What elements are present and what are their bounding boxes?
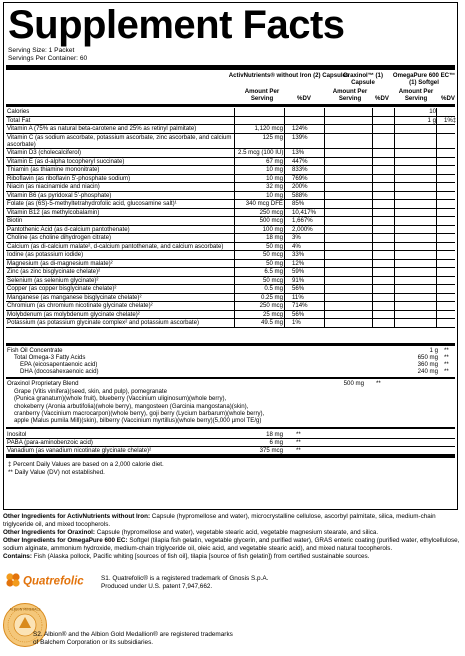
nutrient-row [6, 268, 455, 277]
amount-per-serving: 250 mcg [259, 208, 283, 216]
percent-daily-value: 2,000% [292, 225, 313, 233]
column-divider [324, 108, 325, 328]
other-ingredients-paragraph: Other Ingredients for OmegaPure 600 EC: Softgel (tilapia fish gelatin, vegetable glycerin, and purified water), GRAS enteric coating (purified water, ethylcellulose, sodium alginate, ammonium hydroxide, medium-chain triglyceride oil, oleic acid, and vegetable stearic acid), and mixed natural tocopherols. [3, 537, 460, 552]
percent-daily-value: 91% [292, 276, 305, 284]
amount-per-serving: 50 mg [266, 242, 283, 250]
serving-size: Serving Size: 1 Packet [8, 47, 75, 54]
nutrient-name: Zinc (as zinc bisglycinate chelate)² [7, 268, 101, 276]
nutrient-row [6, 149, 455, 158]
nutrient-row [6, 117, 455, 126]
dv-header-1: %DV [297, 95, 311, 102]
percent-daily-value: 33% [292, 251, 305, 259]
percent-daily-value: 1%‡ [444, 116, 457, 124]
thick-rule [6, 343, 455, 346]
amount-header-2: Amount Per Serving [332, 88, 368, 102]
amount-per-serving: 18 mg [266, 234, 283, 242]
dv-header-3: %DV [441, 95, 455, 102]
nutrient-name: Folate (as (6S)-5-methyltetrahydrofolic acid, glucosamine salt)¹ [7, 200, 177, 208]
amount-per-serving: 100 mg [262, 225, 283, 233]
amount-per-serving: 67 mg [266, 157, 283, 165]
percent-daily-value: 447% [292, 157, 308, 165]
percent-daily-value: 769% [292, 174, 308, 182]
servings-per-container: Servings Per Container: 60 [8, 55, 88, 62]
nutrient-name: Chromium (as chromium nicotinate glycinate chelate)² [7, 302, 153, 310]
nutrient-name: Calories [7, 108, 30, 115]
extra-ingredient-row: PABA (para-aminobenzoic acid) 6 mg ** [6, 439, 455, 447]
other-ingredients-paragraph: Contains: Fish (Alaska pollock, Pacific whiting [sources of fish oil], tilapia [source of fish gelatin]) from certified sustainable sources. [3, 553, 370, 560]
nutrient-name: Total Fat [7, 116, 31, 124]
nutrient-row [6, 192, 455, 201]
nutrient-row [6, 125, 455, 134]
page-title: Supplement Facts [8, 3, 345, 47]
percent-daily-value: 12% [292, 259, 305, 267]
nutrient-row [6, 243, 455, 252]
nutrient-row [6, 175, 455, 184]
quatrefolic-brand: Quatrefolic [23, 575, 84, 588]
dv-header-2: %DV [375, 95, 389, 102]
nutrient-name: Niacin (as niacinamide and niacin) [7, 183, 100, 191]
percent-daily-value: 56% [292, 285, 305, 293]
thick-rule [6, 104, 455, 107]
percent-daily-value: 200% [292, 183, 308, 191]
percent-daily-value: 56% [292, 310, 305, 318]
amount-per-serving: 50 mg [266, 259, 283, 267]
quatrefolic-logo [4, 571, 86, 589]
nutrient-name: Manganese (as manganese bisglycinate chelate)² [7, 293, 142, 301]
nutrient-name: Riboflavin (as riboflavin 5'-phosphate sodium) [7, 174, 131, 182]
column-divider [234, 108, 235, 328]
nutrient-row [6, 166, 455, 175]
nutrient-row [6, 217, 455, 226]
clover-icon [6, 573, 19, 586]
albion-trademark-text: S2. Albion® and the Albion Gold Medallion® are registered trademarks of Balchem Corporation or its subsidiaries. [33, 631, 233, 646]
percent-daily-value: 1,667% [292, 217, 313, 225]
nutrient-name: Magnesium (as di-magnesium malate)² [7, 259, 113, 267]
nutrient-row [6, 234, 455, 243]
nutrient-name: Calcium (as di-calcium malate², d-calcium pantothenate, and calcium ascorbate) [7, 242, 224, 250]
nutrient-name: Biotin [7, 217, 23, 225]
nutrient-name: Potassium (as potassium glycinate complex² and potassium ascorbate) [7, 319, 200, 327]
column-divider [394, 108, 395, 328]
amount-per-serving: 10 mg [266, 174, 283, 182]
nutrient-row [6, 302, 455, 311]
percent-daily-value: 139% [292, 133, 308, 141]
amount-per-serving: 2.5 mcg (100 IU) [238, 149, 284, 157]
amount-per-serving: 1,120 mcg [254, 125, 283, 132]
percent-daily-value: 833% [292, 166, 308, 174]
percent-daily-value: 85% [292, 200, 305, 208]
amount-per-serving: 1 g [427, 116, 436, 124]
nutrient-name: Copper (as copper bisglycinate chelate)² [7, 285, 117, 293]
column-header-oraxinol: Oraxinol™ (1) Capsule [343, 72, 383, 86]
nutrient-name: Vitamin D3 (cholecalciferol) [7, 149, 82, 157]
column-divider [372, 108, 373, 328]
amount-per-serving: 32 mg [266, 183, 283, 191]
nutrient-name: Vitamin E (as d-alpha tocopheryl succinate) [7, 157, 125, 165]
percent-daily-value: 10,417% [292, 208, 317, 216]
extra-ingredient-row: Vanadium (as vanadium nicotinate glycinate chelate)² 375 mcg ** [6, 447, 455, 455]
nutrient-name: Molybdenum (as molybdenum glycinate chelate)² [7, 310, 140, 318]
nutrient-name: Choline (as choline dihydrogen citrate) [7, 234, 111, 242]
amount-per-serving: 50 mcg [263, 251, 283, 259]
column-header-omegapure: OmegaPure 600 EC™ (1) Softgel [392, 72, 456, 86]
amount-per-serving: 49.5 mg [260, 319, 283, 327]
supplement-facts-panel: Supplement Facts Serving Size: 1 Packet Servings Per Container: 60 ActivNutrients® without Iron (2) Capsules Oraxinol™ (1) Capsule OmegaPure 600 EC™ (1) Softgel Amount Per Serving %DV Amount Per Serving %DV Amount Per Serving %DV Calories 10 Total Fat 1 g 1%‡ Vitamin A (75% as natural beta-carotene and 25% as retinyl palmitate) 1,120 mcg 124% Vitamin C (as sodium ascorbate, potassium ascorbate, zinc ascorbate, and calcium ascorbate) 125 mg 139% Vitamin D3 (cholecalciferol) 2.5 mcg (100 IU) 13% Vitamin E (as d-alpha tocopheryl succinate) 67 mg 447% Thiamin (as thiamine mononitrate) 10 mg 833% Riboflavin (as riboflavin 5'-phosphate sodium) 10 mg 769% Niacin (as niacinamide and niacin) 32 mg 200% Vitamin B6 (as pyridoxal 5'-phosphate) 10 mg 588% Folate (as (6S)-5-methyltetrahydrofolic acid, glucosamine salt)¹ 340 mcg DFE 85% Vitamin B12 (as methylcobalamin) 250 mcg 10,417% Biotin 500 mcg 1,667% Pantothenic Acid (as d-calcium pantothenate) 100 mg 2,000% Choline (as choline dihydrogen citrate) 18 mg 3% Calcium (as di-calcium malate², d-calcium pantothenate, and calcium ascorbate) 50 mg 4% Iodine (as potassium iodide) 50 mcg 33% Magnesium (as di-magnesium malate)² 50 mg 12% Zinc (as zinc bisglycinate chelate)² 6.5 mg 59% Selenium (as selenium glycinate)² 50 mcg 91% Copper (as copper bisglycinate chelate)² 0.5 mg 56% Manganese (as manganese bisglycinate chelate)² 0.25 mg 11% Chromium (as chromium nicotinate glycinate chelate)² 250 mcg 714% Molybdenum (as molybdenum glycinate chelate)² 25 mcg 56% Potassium (as potassium glycinate complex² and potassium ascorbate) 49.5 mg 1% Fish Oil Concentrate 1 g ** Total Omega-3 Fatty Acids 650 mg ** EPA (eicosapentaenoic acid) 360 mg ** DHA (docosahexaenoic acid) 240 mg ** Oraxinol Proprietary Blend 500 mg ** Grape (Vitis vinifera)(seed, skin, and pulp), pomegranate (Punica granatum)(whole fruit), blueberry (Vaccinium uliginosum)(whole berry), chokeberry (Aronia arbutifolia)(whole berry), mangosteen (Garcinia mangostana)(skin), cranberry (Vaccinium macrocarpon)(whole berry), goji berry (Lycium barbarum)(whole berry), apple (Malus pumila Mill)(skin), bilberry (Vaccinium myrtillus)(whole berry)(5,000 µmol TE/g) Inositol 18 mg ** PABA (para-aminobenzoic acid) 6 mg ** Vanadium (as vanadium nicotinate glycinate chelate)² 375 mcg ** ‡ Percent Daily Values are based on a 2,000 calorie diet. ** Daily Value (DV) not established. [3, 2, 458, 510]
nutrient-name: Iodine (as potassium iodide) [7, 251, 84, 259]
percent-daily-value: 11% [292, 293, 304, 301]
amount-per-serving: 50 mcg [263, 276, 283, 284]
percent-daily-value: 1% [292, 319, 301, 327]
nutrient-row [6, 294, 455, 303]
percent-daily-value: 3% [292, 234, 301, 242]
footnote-dv-not-established: ** Daily Value (DV) not established. [8, 469, 105, 476]
percent-daily-value: 13% [292, 149, 305, 157]
nutrient-row [6, 209, 455, 218]
amount-per-serving: 0.5 mg [264, 285, 283, 293]
nutrient-row [6, 108, 455, 117]
other-ingredients-paragraph: Other Ingredients for Oraxinol: Capsule (hypromellose and water), vegetable stearic acid, vegetable magnesium stearate, and silica. [3, 529, 379, 536]
footnote-percent-dv: ‡ Percent Daily Values are based on a 2,000 calorie diet. [8, 461, 164, 468]
extra-ingredient-row: Inositol 18 mg ** [6, 431, 455, 439]
other-ingredients-paragraph: Other Ingredients for ActivNutrients without Iron: Capsule (hypromellose and water), microcrystalline cellulose, ascorbyl palmitate, silica, medium-chain triglyceride oil, and mixed tocopherols. [3, 513, 436, 528]
nutrient-row [6, 183, 455, 192]
amount-per-serving: 25 mcg [263, 310, 283, 318]
nutrient-name: Vitamin B12 (as methylcobalamin) [7, 208, 100, 216]
nutrient-name: Selenium (as selenium glycinate)² [7, 276, 99, 284]
nutrient-row [6, 134, 455, 150]
nutrient-row [6, 226, 455, 235]
nutrient-row [6, 251, 455, 260]
amount-per-serving: 125 mg [262, 133, 283, 141]
nutrient-name: Pantothenic Acid (as d-calcium pantothenate) [7, 225, 130, 233]
percent-daily-value: 124% [292, 125, 308, 132]
nutrient-name: Thiamin (as thiamine mononitrate) [7, 166, 100, 174]
nutrient-row [6, 200, 455, 209]
row-divider [6, 327, 455, 328]
percent-daily-value: 588% [292, 191, 308, 199]
amount-header-1: Amount Per Serving [244, 88, 280, 102]
nutrient-row [6, 158, 455, 167]
amount-per-serving: 250 mcg [259, 302, 283, 310]
percent-daily-value: 4% [292, 242, 301, 250]
column-divider [436, 108, 437, 328]
amount-per-serving: 0.25 mg [260, 293, 283, 301]
percent-daily-value: 714% [292, 302, 308, 310]
amount-header-3: Amount Per Serving [398, 88, 434, 102]
amount-per-serving: 500 mcg [259, 217, 283, 225]
nutrient-name: Vitamin A (75% as natural beta-carotene and 25% as retinyl palmitate) [7, 125, 197, 132]
column-header-activnutrients: ActivNutrients® without Iron (2) Capsules [228, 72, 350, 79]
percent-daily-value: 59% [292, 268, 305, 276]
amount-per-serving: 340 mcg DFE [245, 200, 283, 208]
nutrient-name: Vitamin C (as sodium ascorbate, potassium ascorbate, zinc ascorbate, and calcium ascorbate) [7, 133, 232, 148]
thick-rule [6, 377, 455, 379]
amount-per-serving: 10 mg [266, 191, 283, 199]
quatrefolic-trademark-text: S1. Quatrefolic® is a registered trademark of Gnosis S.p.A. Produced under U.S. patent 7,947,662. [101, 575, 269, 590]
nutrient-row [6, 260, 455, 269]
amount-per-serving: 10 [429, 108, 436, 115]
nutrient-row [6, 311, 455, 320]
thick-rule [6, 65, 455, 70]
amount-per-serving: 6.5 mg [264, 268, 283, 276]
thick-rule [6, 427, 455, 429]
nutrient-row [6, 277, 455, 286]
nutrient-row [6, 319, 455, 328]
thick-rule [6, 455, 455, 458]
column-divider [284, 108, 285, 328]
amount-per-serving: 10 mg [266, 166, 283, 174]
nutrient-row [6, 285, 455, 294]
svg-text:ALBION MINERALS: ALBION MINERALS [9, 607, 41, 612]
nutrient-name: Vitamin B6 (as pyridoxal 5'-phosphate) [7, 191, 112, 199]
